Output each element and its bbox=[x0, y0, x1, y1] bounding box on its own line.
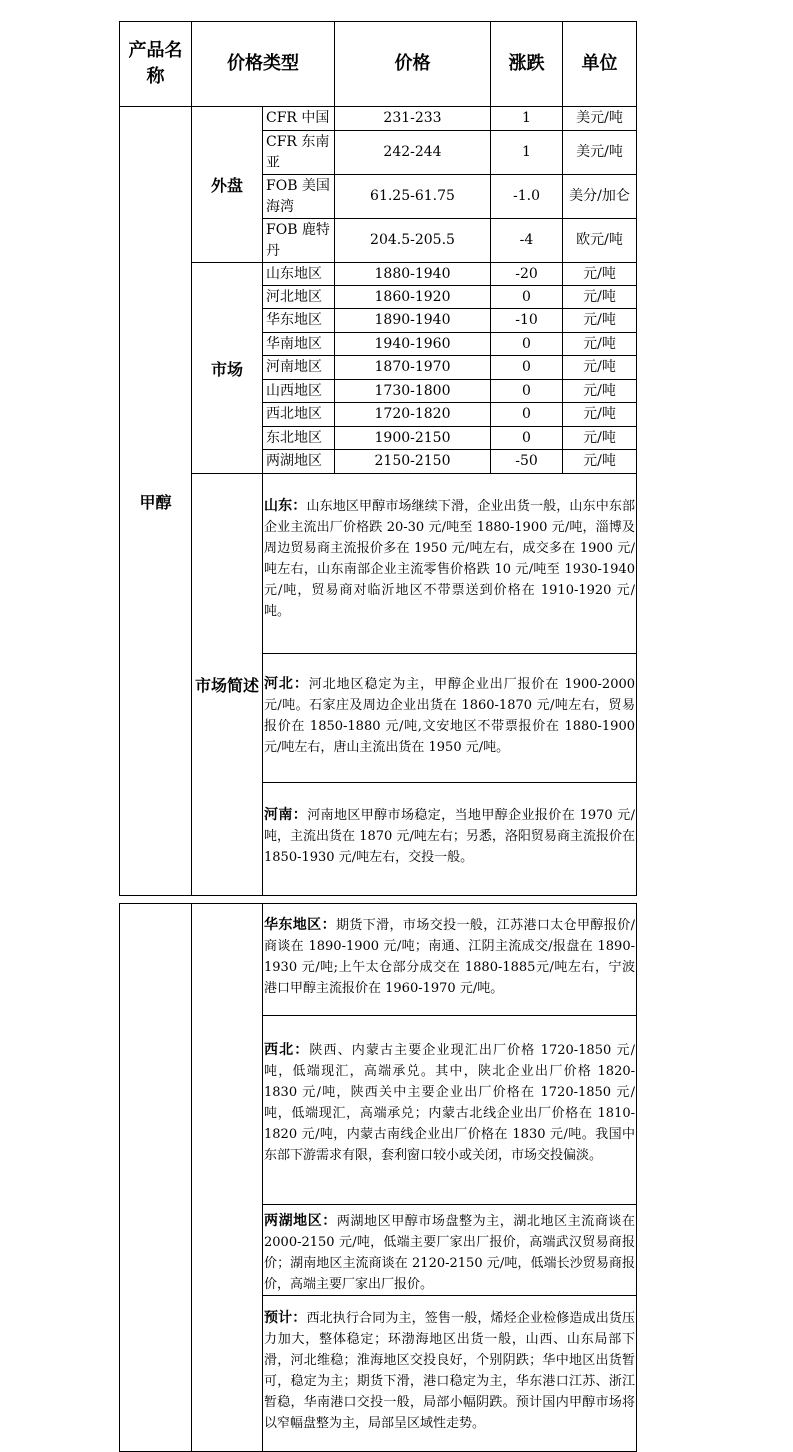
paragraph-region: 两湖地区： bbox=[264, 1213, 337, 1229]
row-price: 1880-1940 bbox=[335, 263, 491, 286]
row-price: 1940-1960 bbox=[335, 333, 491, 356]
row-name: 山西地区 bbox=[263, 380, 335, 403]
row-unit: 元/吨 bbox=[563, 450, 637, 474]
paragraph-text: 陕西、内蒙古主要企业现汇出厂价格 1720-1850 元/吨，低端现汇，高端承兑。其中，陕北企业出厂价格 1820-1830 元/吨，陕西关中主要企业出厂价格在 1720-1850 元/吨，低端现汇，高端承兑；内蒙古北线企业出厂价格在 1810-1820 元/吨，内蒙古南线企业出厂价格在 1830 元/吨。我国中东部下游需求有限，套利窗口较小或关闭，市场交投偏淡。 bbox=[264, 1043, 635, 1163]
row-unit: 美元/吨 bbox=[563, 107, 637, 131]
row-change: 1 bbox=[491, 107, 563, 131]
header-product-name: 产品名称 bbox=[120, 22, 192, 107]
row-change: 0 bbox=[491, 427, 563, 450]
row-unit: 元/吨 bbox=[563, 286, 637, 309]
header-price-type: 价格类型 bbox=[192, 22, 335, 107]
row-change: -10 bbox=[491, 309, 563, 333]
continuation-paragraph bbox=[263, 1205, 637, 1296]
row-price: 2150-2150 bbox=[335, 450, 491, 474]
row-name: FOB 美国海湾 bbox=[263, 175, 335, 219]
paragraph-text: 西北执行合同为主，签售一般，烯烃企业检修造成出货压力加大，整体稳定；环渤海地区出货一般，山西、山东局部下滑，河北维稳；淮海地区交投良好，个别阴跌；华中地区出货暂可，稳定为主；期货下滑，港口稳定为主，华东港口江苏、浙江暂稳，华南港口交投一般，局部小幅阴跌。预计国内甲醇市场将以窄幅盘整为主，局部呈区域性走势。 bbox=[264, 1311, 635, 1431]
continuation-paragraph bbox=[263, 904, 637, 1016]
row-price: 61.25-61.75 bbox=[335, 175, 491, 219]
row-change: -4 bbox=[491, 219, 563, 263]
product-name: 甲醇 bbox=[120, 107, 192, 896]
continuation-paragraph bbox=[263, 1016, 637, 1205]
row-name: 华东地区 bbox=[263, 309, 335, 333]
summary-label: 市场简述 bbox=[192, 474, 263, 896]
summary-paragraph bbox=[263, 654, 637, 783]
row-unit: 元/吨 bbox=[563, 427, 637, 450]
row-unit: 元/吨 bbox=[563, 309, 637, 333]
row-price: 242-244 bbox=[335, 131, 491, 175]
header-change: 涨跌 bbox=[491, 22, 563, 107]
paragraph-region: 山东： bbox=[264, 498, 307, 514]
row-unit: 美元/吨 bbox=[563, 131, 637, 175]
row-change: 0 bbox=[491, 380, 563, 403]
row-name: 河南地区 bbox=[263, 356, 335, 380]
row-change: -20 bbox=[491, 263, 563, 286]
paragraph-text: 河南地区甲醇市场稳定，当地甲醇企业报价在 1970 元/吨，主流出货在 1870 元/吨左右；另悉，洛阳贸易商主流报价在 1850-1930 元/吨左右，交投一般。 bbox=[264, 808, 635, 865]
row-name: 两湖地区 bbox=[263, 450, 335, 474]
foreign-label: 外盘 bbox=[192, 107, 263, 263]
row-change: 0 bbox=[491, 333, 563, 356]
header-price: 价格 bbox=[335, 22, 491, 107]
row-name: 西北地区 bbox=[263, 403, 335, 427]
price-table bbox=[119, 21, 637, 896]
paragraph-region: 预计： bbox=[264, 1310, 307, 1326]
paragraph-text: 两湖地区甲醇市场盘整为主，湖北地区主流商谈在 2000-2150 元/吨，低端主要厂家出厂报价，高端武汉贸易商报价；湖南地区主流商谈在 2120-2150 元/吨，低端长沙贸易商报价，高端主要厂家出厂报价。 bbox=[264, 1214, 635, 1292]
empty-product-cell bbox=[120, 904, 192, 1452]
row-unit: 元/吨 bbox=[563, 263, 637, 286]
empty-type-cell bbox=[192, 904, 263, 1452]
paragraph-region: 华东地区： bbox=[264, 917, 336, 933]
row-price: 231-233 bbox=[335, 107, 491, 131]
paragraph-region: 河南： bbox=[264, 807, 308, 823]
row-unit: 元/吨 bbox=[563, 356, 637, 380]
row-change: -1.0 bbox=[491, 175, 563, 219]
row-price: 1870-1970 bbox=[335, 356, 491, 380]
row-name: 东北地区 bbox=[263, 427, 335, 450]
paragraph-text: 河北地区稳定为主，甲醇企业出厂报价在 1900-2000 元/吨。石家庄及周边企业出货在 1860-1870 元/吨左右，贸易报价在 1850-1880 元/吨,文安地区不带票报价在 1880-1900 元/吨左右，唐山主流出货在 1950 元/吨。 bbox=[264, 677, 636, 755]
row-unit: 美分/加仑 bbox=[563, 175, 637, 219]
row-change: 0 bbox=[491, 286, 563, 309]
row-unit: 欧元/吨 bbox=[563, 219, 637, 263]
continuation-paragraph bbox=[263, 1296, 637, 1452]
continuation-row bbox=[120, 904, 637, 1016]
market-label: 市场 bbox=[192, 263, 263, 474]
row-price: 1890-1940 bbox=[335, 309, 491, 333]
row-change: 0 bbox=[491, 403, 563, 427]
paragraph-text: 期货下滑，市场交投一般，江苏港口太仓甲醇报价/商谈在 1890-1900 元/吨；南通、江阴主流成交/报盘在 1890-1930 元/吨;上午太仓部分成交在 1880-1885元/吨左右，宁波港口甲醇主流报价在 1960-1970 元/吨。 bbox=[264, 918, 635, 996]
row-price: 1730-1800 bbox=[335, 380, 491, 403]
row-name: 华南地区 bbox=[263, 333, 335, 356]
row-unit: 元/吨 bbox=[563, 380, 637, 403]
row-price: 1860-1920 bbox=[335, 286, 491, 309]
summary-paragraph bbox=[263, 783, 637, 896]
row-name: CFR 中国 bbox=[263, 107, 335, 131]
row-price: 1720-1820 bbox=[335, 403, 491, 427]
summary-row bbox=[120, 474, 637, 654]
header-row bbox=[120, 22, 637, 107]
row-change: 1 bbox=[491, 131, 563, 175]
table-row bbox=[120, 263, 637, 286]
paragraph-text: 山东地区甲醇市场继续下滑，企业出货一般，山东中东部企业主流出厂价格跌 20-30 元/吨至 1880-1900 元/吨，淄博及周边贸易商主流报价多在 1950 元/吨左右，成交多在 1900 元/吨左右，山东南部企业主流零售价格跌 10 元/吨至 1930-1940 元/吨，贸易商对临沂地区不带票送到价格在 1910-1920 元/吨。 bbox=[264, 499, 635, 619]
row-name: CFR 东南亚 bbox=[263, 131, 335, 175]
row-unit: 元/吨 bbox=[563, 333, 637, 356]
table-row bbox=[120, 107, 637, 131]
row-price: 204.5-205.5 bbox=[335, 219, 491, 263]
continuation-table bbox=[119, 903, 637, 1452]
row-price: 1900-2150 bbox=[335, 427, 491, 450]
row-name: FOB 鹿特丹 bbox=[263, 219, 335, 263]
paragraph-region: 西北： bbox=[264, 1042, 310, 1058]
row-name: 山东地区 bbox=[263, 263, 335, 286]
summary-paragraph bbox=[263, 474, 637, 654]
row-change: 0 bbox=[491, 356, 563, 380]
row-change: -50 bbox=[491, 450, 563, 474]
row-unit: 元/吨 bbox=[563, 403, 637, 427]
paragraph-region: 河北： bbox=[264, 676, 309, 692]
header-unit: 单位 bbox=[563, 22, 637, 107]
row-name: 河北地区 bbox=[263, 286, 335, 309]
